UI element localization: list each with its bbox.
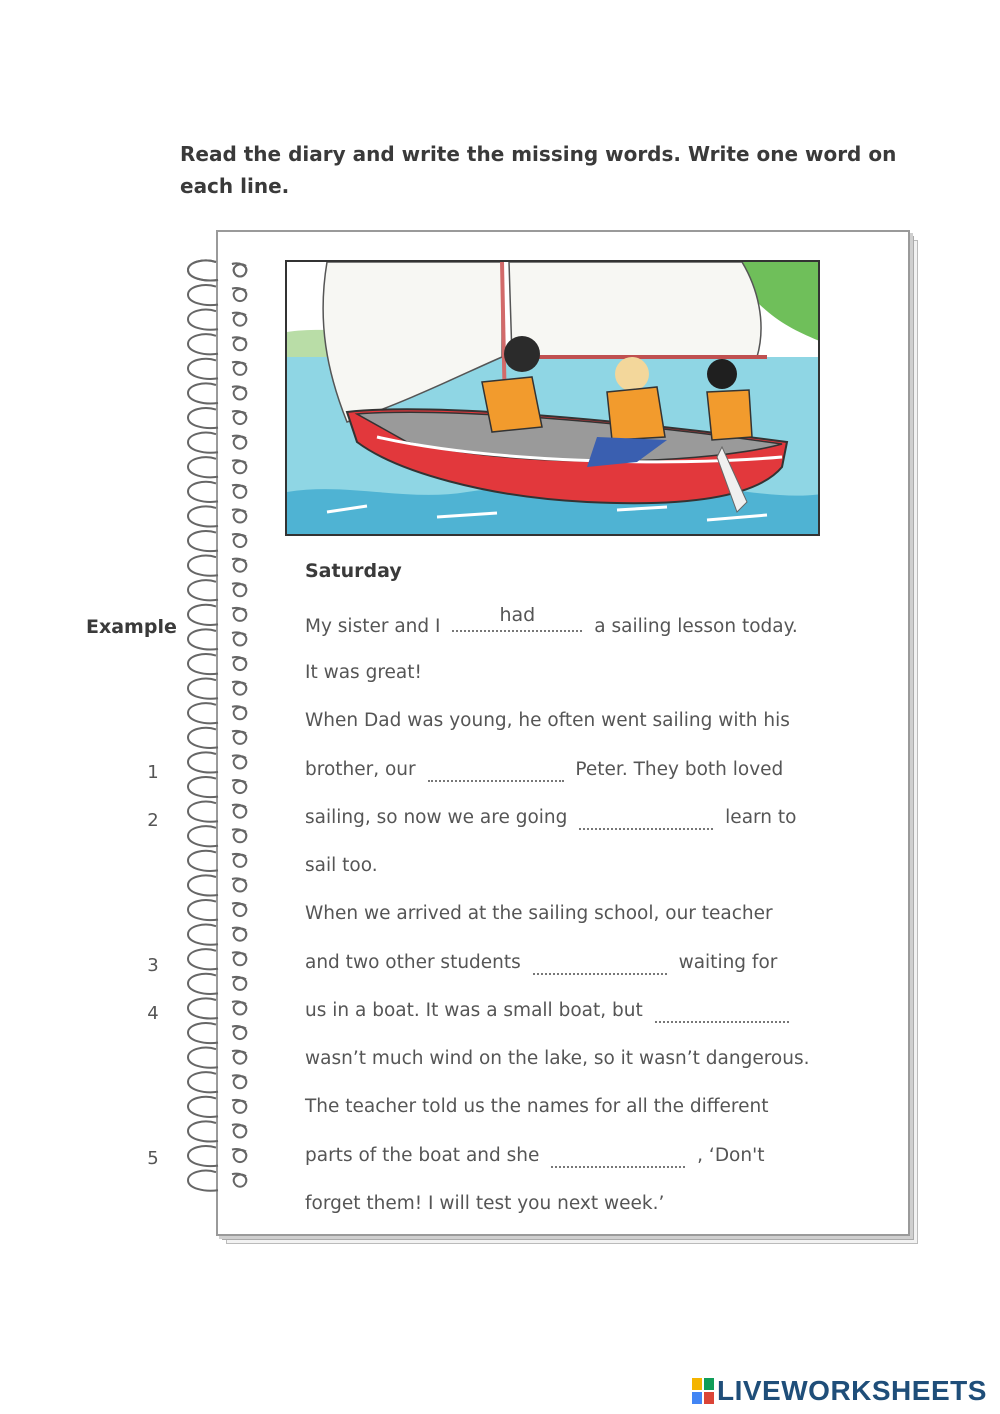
liveworksheets-logo-icon [692, 1378, 714, 1404]
question-number-5: 5 [147, 1148, 159, 1169]
liveworksheets-logo-text: LIVEWORKSHEETS [717, 1375, 987, 1406]
diary-line: sail too. [305, 855, 378, 876]
diary-line: wasn’t much wind on the lake, so it wasn’t dangerous. [305, 1048, 810, 1069]
diary-line [305, 803, 797, 833]
diary-line: It was great! [305, 662, 422, 683]
line-text: us in a boat. It was a small boat, but [305, 1000, 643, 1021]
line-text: waiting for [678, 952, 778, 973]
diary-line: When we arrived at the sailing school, our teacher [305, 903, 773, 924]
answer-input-3[interactable] [533, 953, 667, 975]
diary-line [305, 996, 795, 1026]
line-text: learn to [725, 807, 797, 828]
example-label: Example [86, 616, 177, 638]
line-text: My sister and I [305, 616, 441, 637]
question-number-4: 4 [147, 1003, 159, 1024]
diary-title: Saturday [305, 560, 402, 582]
line-text: parts of the boat and she [305, 1145, 540, 1166]
sailing-illustration [285, 260, 820, 536]
line-text: and two other students [305, 952, 521, 973]
diary-line [305, 948, 777, 978]
diary-line: The teacher told us the names for all the different [305, 1096, 769, 1117]
line-text: brother, our [305, 759, 416, 780]
question-number-3: 3 [147, 955, 159, 976]
spiral-binding-icon [182, 258, 262, 1208]
diary-line [305, 755, 783, 785]
example-answer: had [499, 604, 536, 626]
question-number-1: 1 [147, 762, 159, 783]
answer-input-2[interactable] [579, 808, 713, 830]
instructions: Read the diary and write the missing words. Write one word on each line. [180, 142, 897, 198]
line-text: Peter. They both loved [575, 759, 784, 780]
diary-line: When Dad was young, he often went sailing with his [305, 710, 790, 731]
diary-line [305, 1141, 764, 1171]
diary-line [305, 604, 798, 640]
answer-input-1[interactable] [428, 760, 564, 782]
line-text: , ‘Don't [697, 1145, 765, 1166]
question-number-2: 2 [147, 810, 159, 831]
example-answer-blank [452, 604, 582, 632]
line-text: a sailing lesson today. [594, 616, 798, 637]
line-text: sailing, so now we are going [305, 807, 568, 828]
answer-input-4[interactable] [655, 1001, 789, 1023]
answer-input-5[interactable] [551, 1146, 685, 1168]
diary-line: forget them! I will test you next week.’ [305, 1193, 665, 1214]
liveworksheets-logo[interactable] [692, 1374, 987, 1408]
